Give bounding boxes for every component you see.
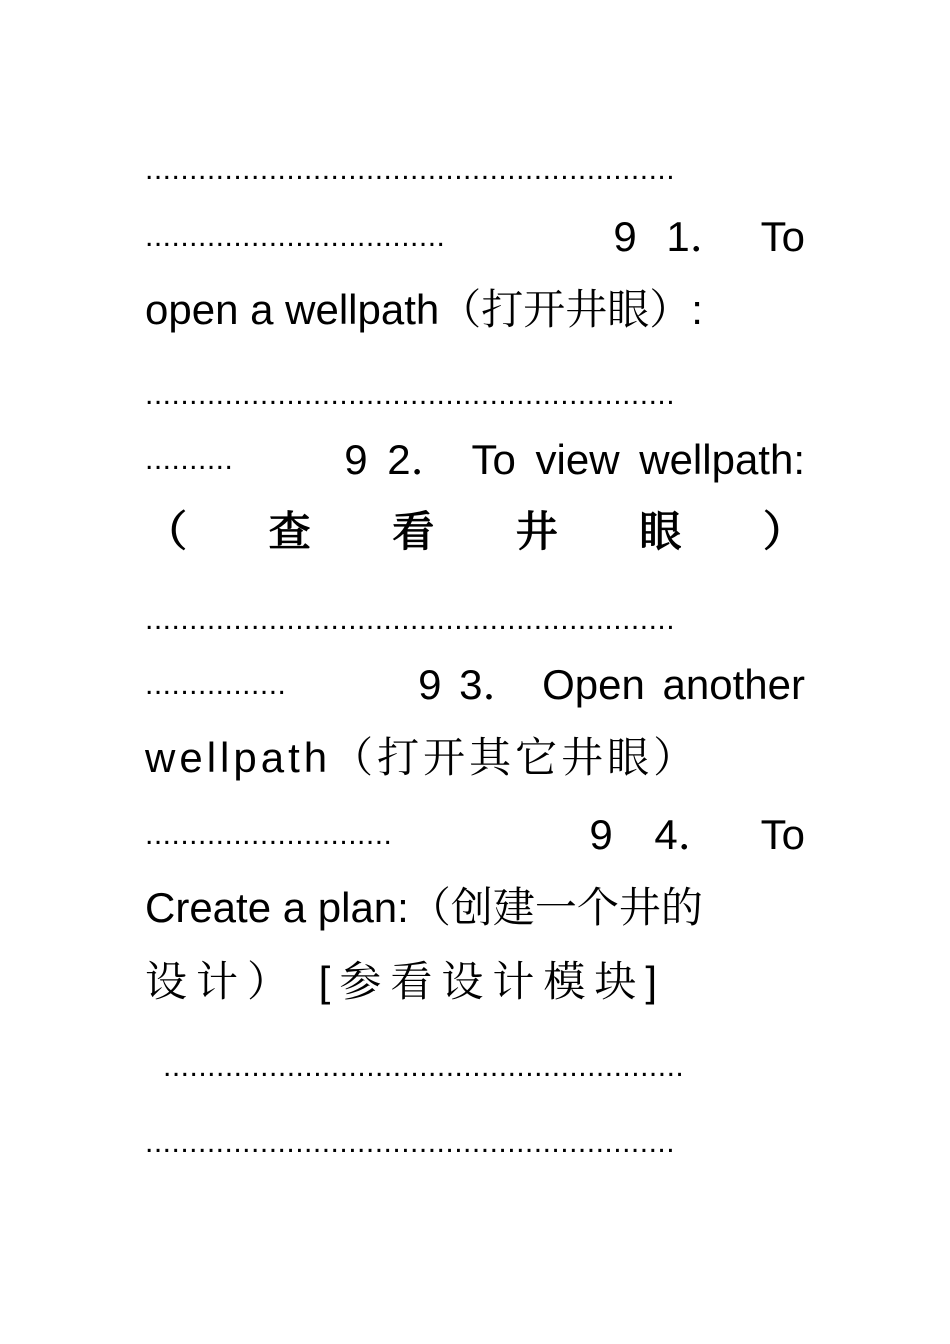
- toc-leader-line: [145, 585, 805, 645]
- toc-entry-text: wellpath（打开其它井眼）: [145, 734, 700, 781]
- toc-entry-93-line1: [145, 655, 805, 715]
- toc-leader-line: [145, 360, 805, 420]
- toc-entry-text: 9 2． To view wellpath:: [344, 436, 805, 483]
- toc-leader-line: [163, 1032, 805, 1092]
- dot-leader: ............................: [145, 818, 393, 851]
- toc-entry-text: 9 1． To: [613, 213, 805, 260]
- dot-leader: ................: [145, 668, 287, 701]
- toc-entry-94-line2: [145, 878, 805, 938]
- toc-entry-text: 设计） [参看设计模块]: [145, 958, 667, 1005]
- dot-leader: ..................................: [145, 220, 446, 253]
- toc-entry-text: 9 4． To: [589, 811, 805, 858]
- dot-leader: ............................................................: [145, 378, 676, 411]
- toc-entry-text: open a wellpath（打开井眼）:: [145, 286, 703, 333]
- toc-entry-93-line2: [145, 728, 805, 788]
- toc-leader-line: [145, 1108, 805, 1168]
- toc-entry-94-line3: [145, 952, 805, 1012]
- dot-leader: ............................................................: [145, 153, 676, 186]
- dot-leader: ...........................................................: [163, 1050, 685, 1083]
- toc-entry-char: 看: [392, 507, 435, 556]
- dot-leader: ..........: [145, 443, 234, 476]
- toc-entry-91-line1: [145, 207, 805, 267]
- toc-leader-line: [145, 135, 805, 195]
- toc-entry-char: （: [145, 507, 188, 556]
- toc-entry-94-line1: [145, 805, 805, 865]
- toc-entry-92-line1: [145, 430, 805, 490]
- toc-entry-text: Create a plan:（创建一个井的: [145, 884, 703, 931]
- toc-entry-char: 查: [268, 507, 311, 556]
- dot-leader: ............................................................: [145, 1126, 676, 1159]
- toc-entry-char: 井: [515, 507, 558, 556]
- toc-entry-91-line2: [145, 280, 805, 340]
- toc-entry-92-line2: [145, 502, 805, 562]
- toc-entry-text: 9 3． Open another: [418, 661, 805, 708]
- toc-entry-char: ）: [762, 507, 805, 556]
- dot-leader: ............................................................: [145, 603, 676, 636]
- toc-entry-char: 眼: [639, 507, 682, 556]
